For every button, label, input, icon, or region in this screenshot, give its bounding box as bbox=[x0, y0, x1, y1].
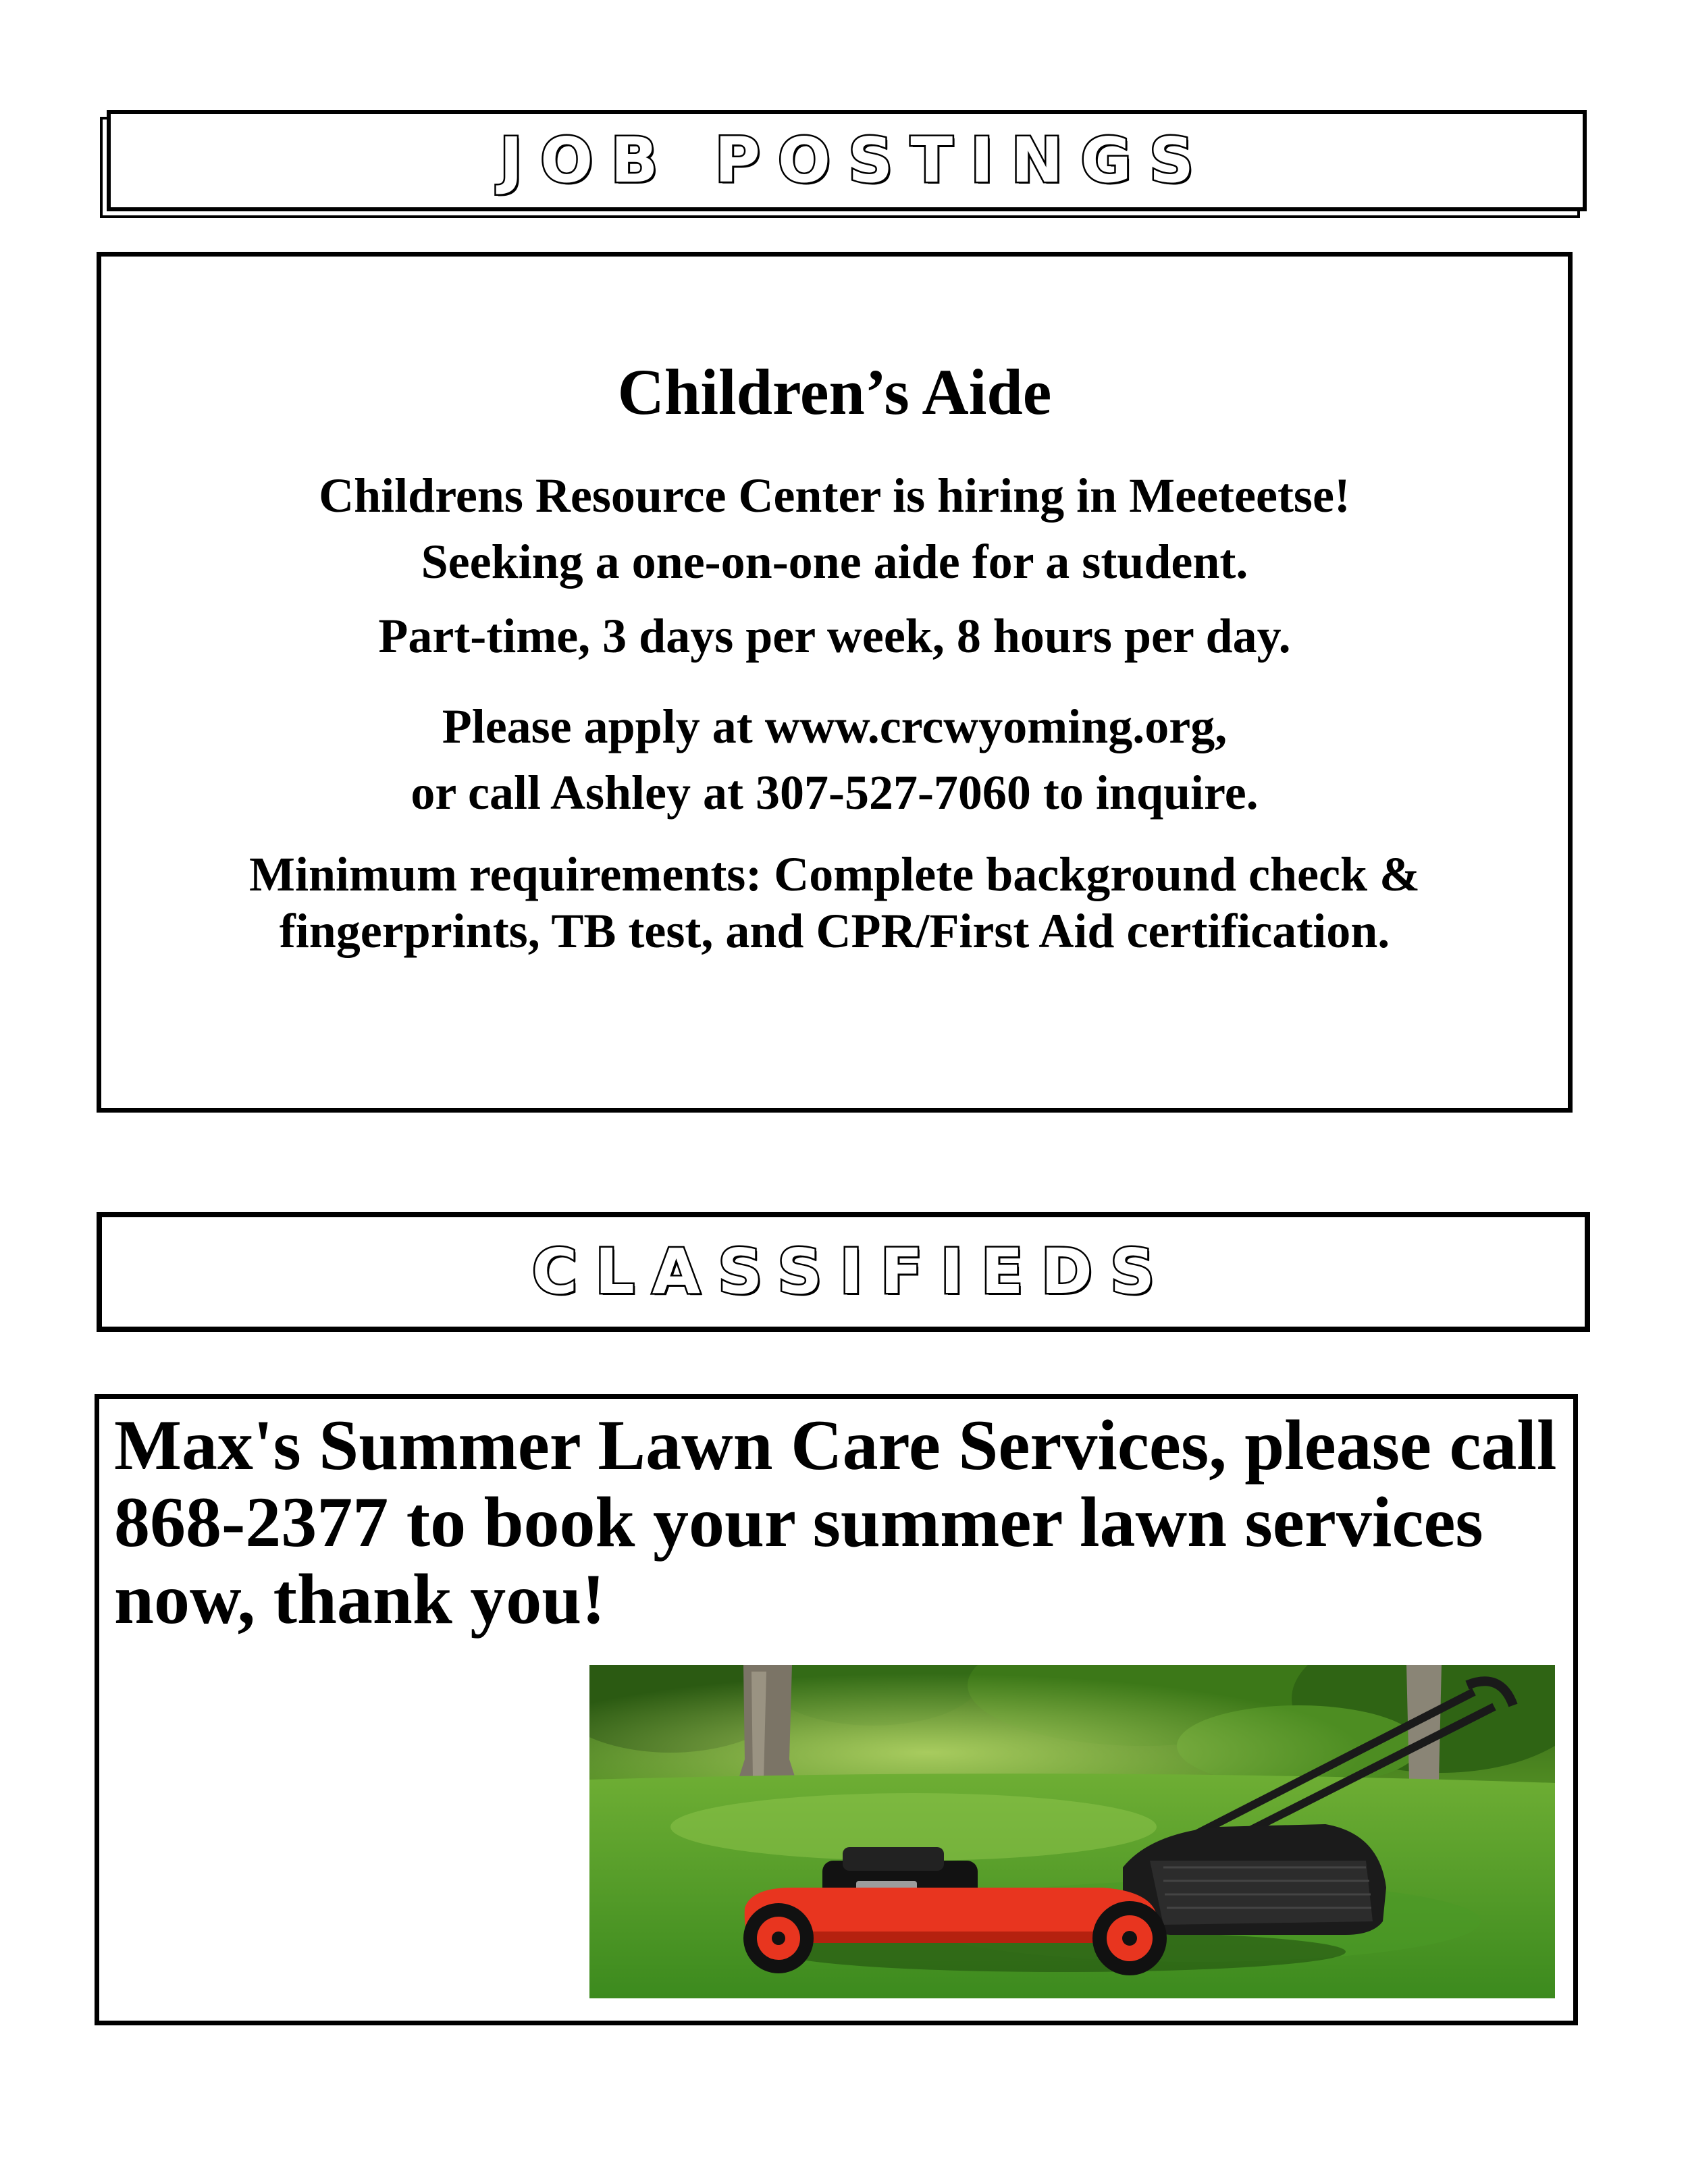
job-description bbox=[101, 462, 1568, 959]
job-line-contact: or call Ashley at 307-527-7060 to inquire. bbox=[411, 766, 1259, 820]
job-postings-header bbox=[107, 110, 1587, 211]
job-line-requirements-1: Minimum requirements: Complete background check & bbox=[249, 847, 1420, 901]
job-postings-header-text: JOB POSTINGS bbox=[499, 124, 1212, 196]
job-posting-box bbox=[97, 252, 1573, 1113]
job-line-schedule: Part-time, 3 days per week, 8 hours per day. bbox=[378, 609, 1291, 663]
classifieds-header-text: CLASSIFIEDS bbox=[531, 1235, 1173, 1308]
lawn-mower-photo bbox=[589, 1665, 1555, 1998]
classified-ad-text: Max's Summer Lawn Care Services, please call 868-2377 to book your summer lawn services now, thank you! bbox=[114, 1406, 1557, 1639]
job-line-requirements-2: fingerprints, TB test, and CPR/First Aid certification. bbox=[279, 904, 1390, 958]
classifieds-header bbox=[97, 1212, 1590, 1332]
job-title: Children’s Aide bbox=[617, 356, 1052, 428]
job-line-hiring: Childrens Resource Center is hiring in Meeteetse! bbox=[319, 469, 1350, 523]
job-line-apply: Please apply at www.crcwyoming.org, bbox=[442, 699, 1228, 753]
classified-ad-box bbox=[95, 1394, 1578, 2025]
job-line-seeking: Seeking a one-on-one aide for a student. bbox=[421, 535, 1248, 589]
